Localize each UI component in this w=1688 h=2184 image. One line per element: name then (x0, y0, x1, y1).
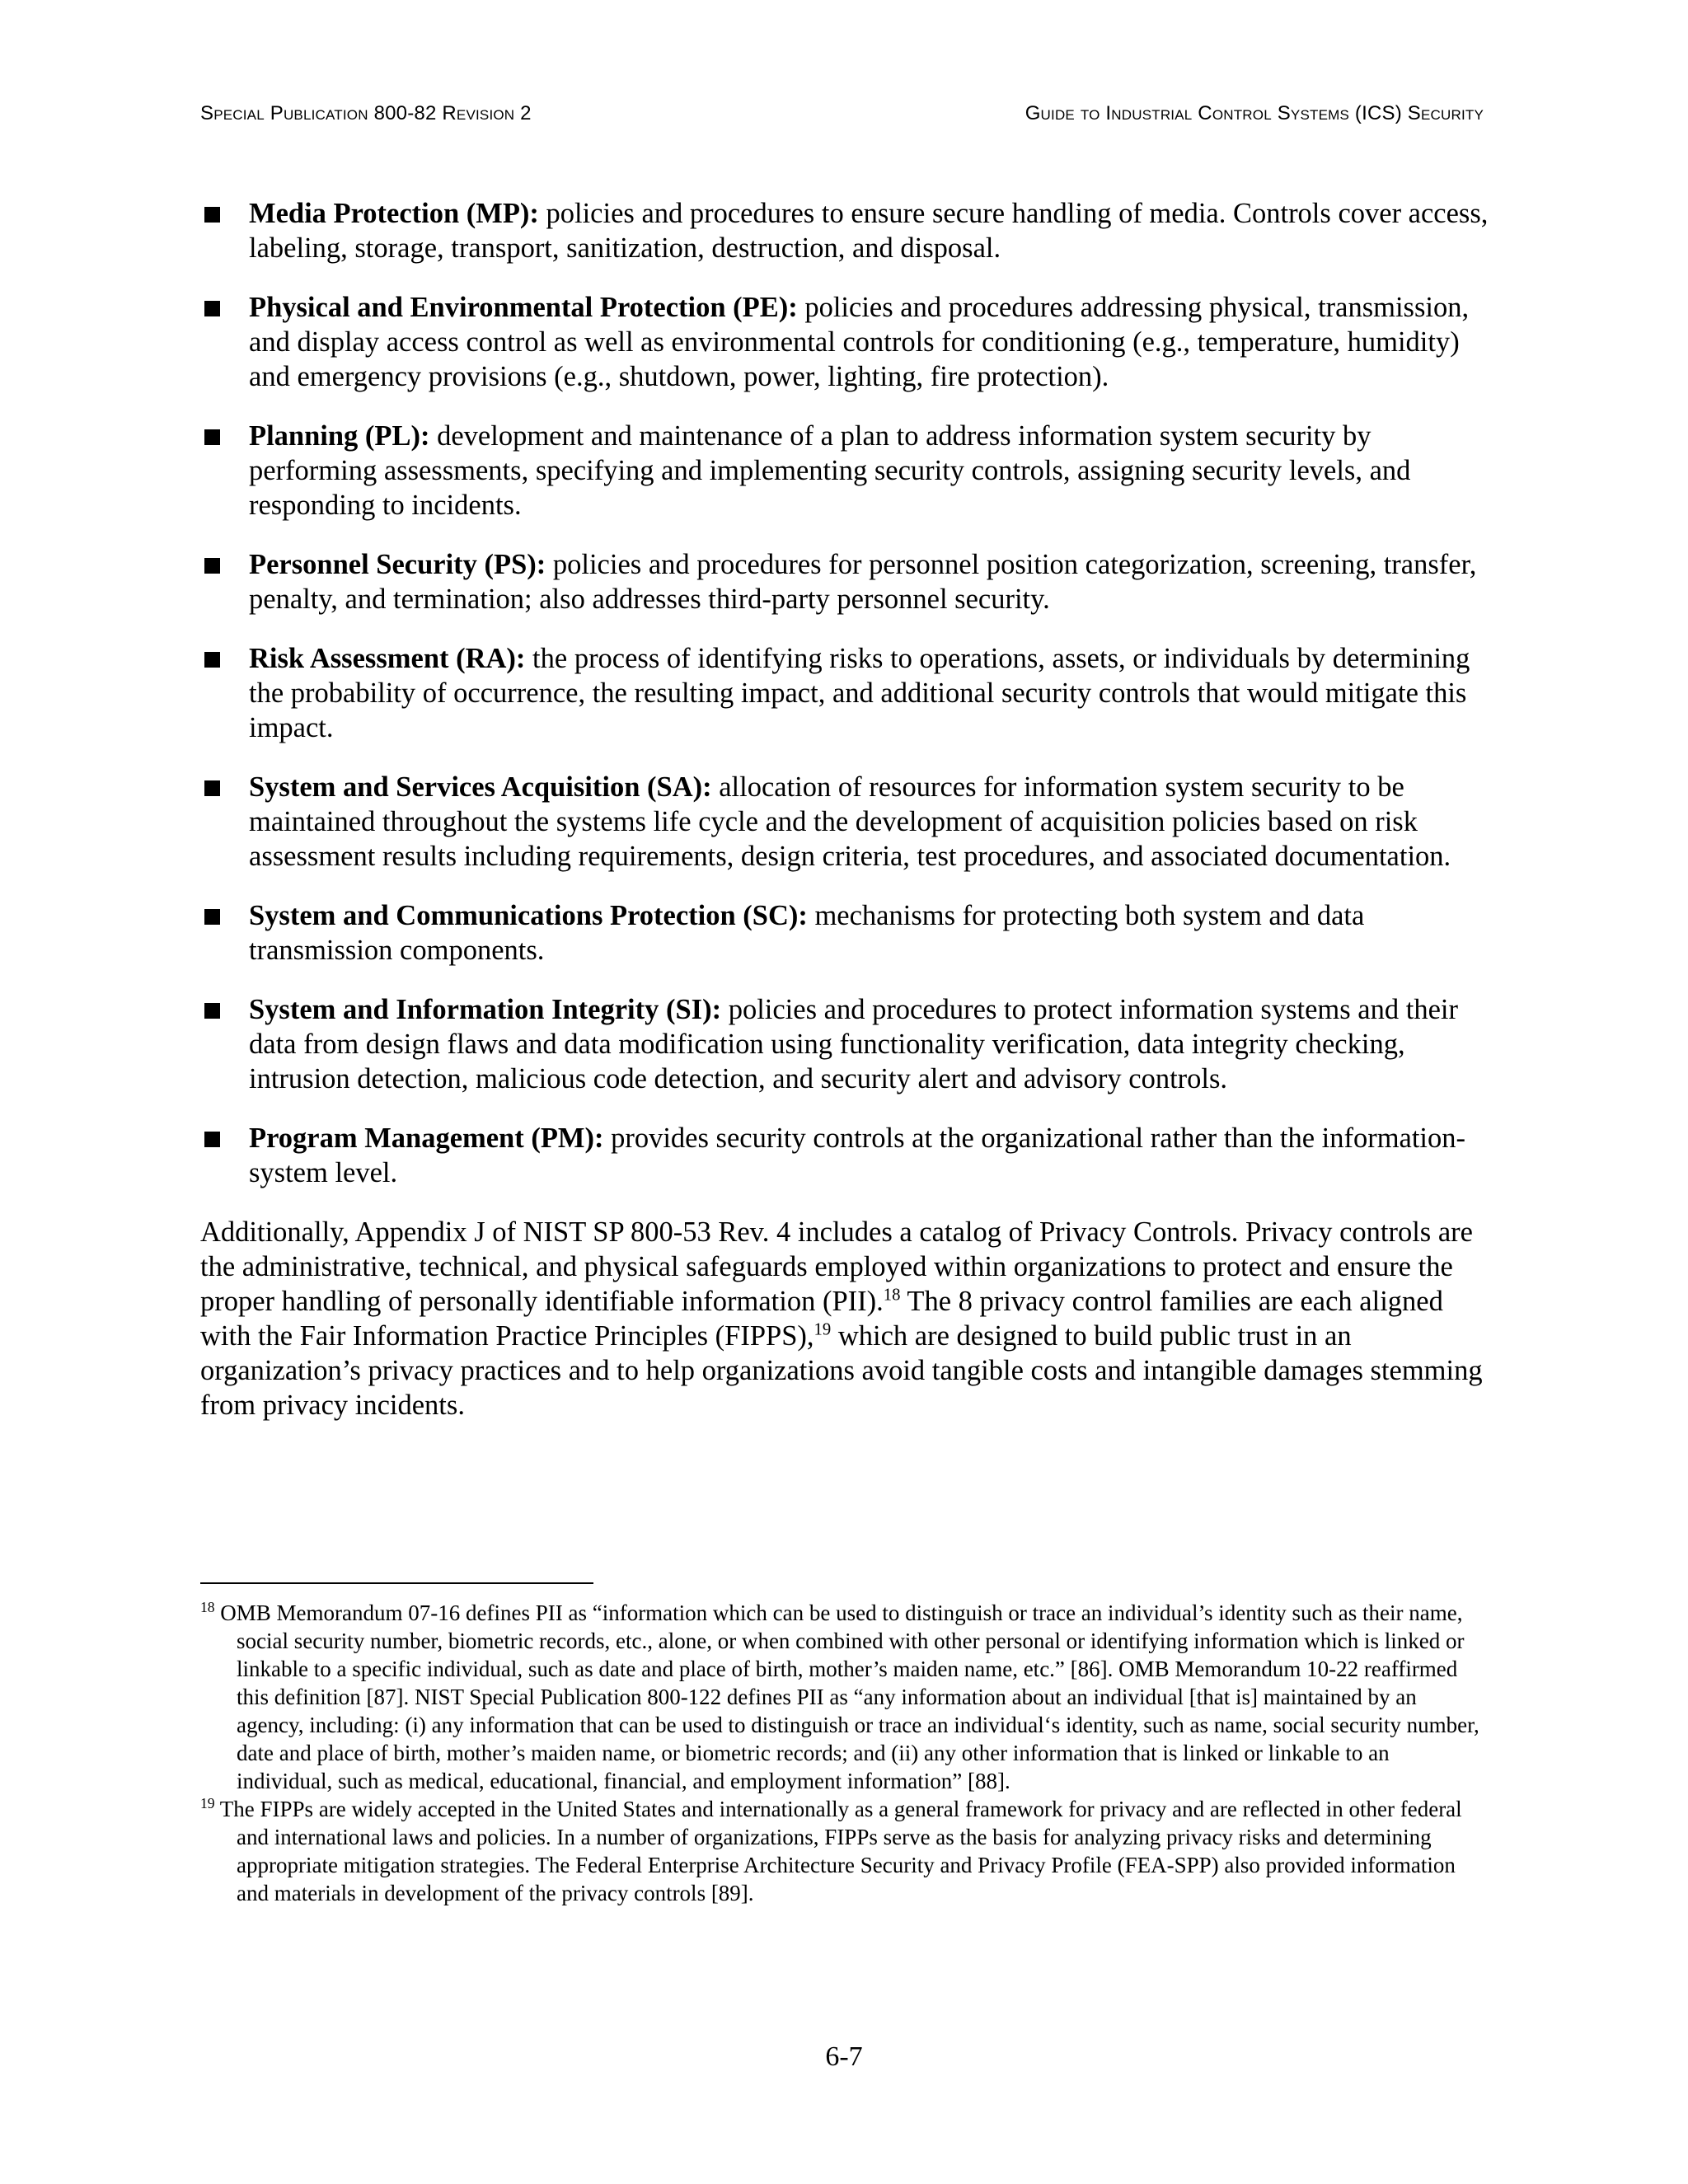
list-item (200, 992, 1490, 1096)
footnote (200, 1599, 1486, 1795)
footnote-reference: 19 (814, 1320, 832, 1339)
list-item-text: provides security controls at the organizational rather than the information-system level. (249, 1122, 1465, 1188)
main-content (200, 196, 1490, 1422)
list-item (200, 419, 1490, 523)
running-header (200, 102, 1484, 125)
list-item-term: Program Management (PM): (249, 1122, 604, 1154)
header-title: Guide to Industrial Control Systems (ICS) Security (1025, 102, 1484, 124)
list-item-text: development and maintenance of a plan to address information system security by performing assessments, specifying and implementing security controls, assigning security levels, and responding to incidents. (249, 420, 1411, 521)
square-bullet-icon (204, 1003, 220, 1019)
footnote-reference: 18 (883, 1286, 901, 1305)
list-item (200, 290, 1490, 394)
square-bullet-icon (204, 301, 220, 316)
list-item-term: Physical and Environmental Protection (PE): (249, 292, 798, 323)
list-item (200, 196, 1490, 265)
footnote-text: The FIPPs are widely accepted in the United States and internationally as a general framework for privacy and are reflected in other federal and international laws and policies. In a number of organizations, FIPPs serve as the basis for analyzing privacy risks and determining appropriate mitigation strategies. The Federal Enterprise Architecture Security and Privacy Profile (FEA-SPP) also provided information and materials in development of the privacy controls [89]. (214, 1797, 1462, 1905)
body-paragraph (200, 1215, 1490, 1422)
list-item-term: System and Services Acquisition (SA): (249, 771, 712, 803)
list-item (200, 770, 1490, 874)
list-item (200, 547, 1490, 616)
list-item (200, 898, 1490, 968)
list-item-text: the process of identifying risks to operations, assets, or individuals by determining the probability of occurrence, the resulting impact, and additional security controls that would mitigate this impact. (249, 643, 1470, 743)
square-bullet-icon (204, 1132, 220, 1147)
list-item-term: System and Information Integrity (SI): (249, 994, 722, 1025)
footnote-text: OMB Memorandum 07-16 defines PII as “information which can be used to distinguish or trace an individual’s identity such as their name, social security number, biometric records, etc., alone, or when combined with other personal or identifying information which is linked or linkable to a specific individual, such as date and place of birth, mother’s maiden name, etc.” [86]. OMB Memorandum 10-22 reaffirmed this definition [87]. NIST Special Publication 800-122 defines PII as “any information about an individual [that is] maintained by an agency, including: (i) any information that can be used to distinguish or trace an individual‘s identity, such as name, social security number, date and place of birth, mother’s maiden name, or biometric records; and (ii) any other information that is linked or linkable to an individual, such as medical, educational, financial, and employment information” [88]. (214, 1601, 1479, 1793)
square-bullet-icon (204, 429, 220, 445)
list-item-text: policies and procedures to ensure secure handling of media. Controls cover access, labeling, storage, transport, sanitization, destruction, and disposal. (249, 198, 1489, 264)
square-bullet-icon (204, 652, 220, 668)
list-item (200, 641, 1490, 745)
list-item-term: Media Protection (MP): (249, 198, 539, 229)
square-bullet-icon (204, 909, 220, 925)
list-item-term: System and Communications Protection (SC): (249, 900, 808, 931)
list-item-text: policies and procedures addressing physical, transmission, and display access control as well as environmental controls for conditioning (e.g., temperature, humidity) and emergency provisions (e.g., shutdown, power, lighting, fire protection). (249, 292, 1470, 392)
list-item-term: Planning (PL): (249, 420, 430, 452)
list-item-term: Risk Assessment (RA): (249, 643, 526, 674)
footnotes (200, 1599, 1486, 1907)
header-publication: Special Publication 800-82 Revision 2 (200, 102, 532, 124)
paragraph-text: The 8 privacy control families are each aligned with the Fair Information Practice Principles (FIPPS), (200, 1286, 1443, 1352)
footnote (200, 1795, 1486, 1907)
square-bullet-icon (204, 780, 220, 796)
list-item-text: mechanisms for protecting both system and data transmission components. (249, 900, 1365, 966)
square-bullet-icon (204, 207, 220, 223)
list-item (200, 1121, 1490, 1190)
page-number: 6-7 (825, 2041, 863, 2072)
list-item-text: allocation of resources for information system security to be maintained throughout the systems life cycle and the development of acquisition policies based on risk assessment results including requirements, design criteria, test procedures, and associated documentation. (249, 771, 1451, 872)
list-item-text: policies and procedures for personnel position categorization, screening, transfer, penalty, and termination; also addresses third-party personnel security. (249, 549, 1477, 615)
list-item-text: policies and procedures to protect information systems and their data from design flaws and data modification using functionality verification, data integrity checking, intrusion detection, malicious code detection, and security alert and advisory controls. (249, 994, 1458, 1094)
list-item-term: Personnel Security (PS): (249, 549, 546, 580)
paragraph-text: Additionally, Appendix J of NIST SP 800-53 Rev. 4 includes a catalog of Privacy Controls. Privacy controls are the administrative, technical, and physical safeguards employed within organizations to protect and ensure the proper handling of personally identifiable information (PII). (200, 1216, 1473, 1317)
control-family-list (200, 196, 1490, 1190)
footnote-number: 19 (200, 1795, 215, 1811)
paragraph-text: which are designed to build public trust in an organization’s privacy practices and to help organizations avoid tangible costs and intangible damages stemming from privacy incidents. (200, 1320, 1483, 1421)
footnote-number: 18 (200, 1599, 215, 1615)
square-bullet-icon (204, 558, 220, 574)
footnote-divider (200, 1582, 593, 1584)
